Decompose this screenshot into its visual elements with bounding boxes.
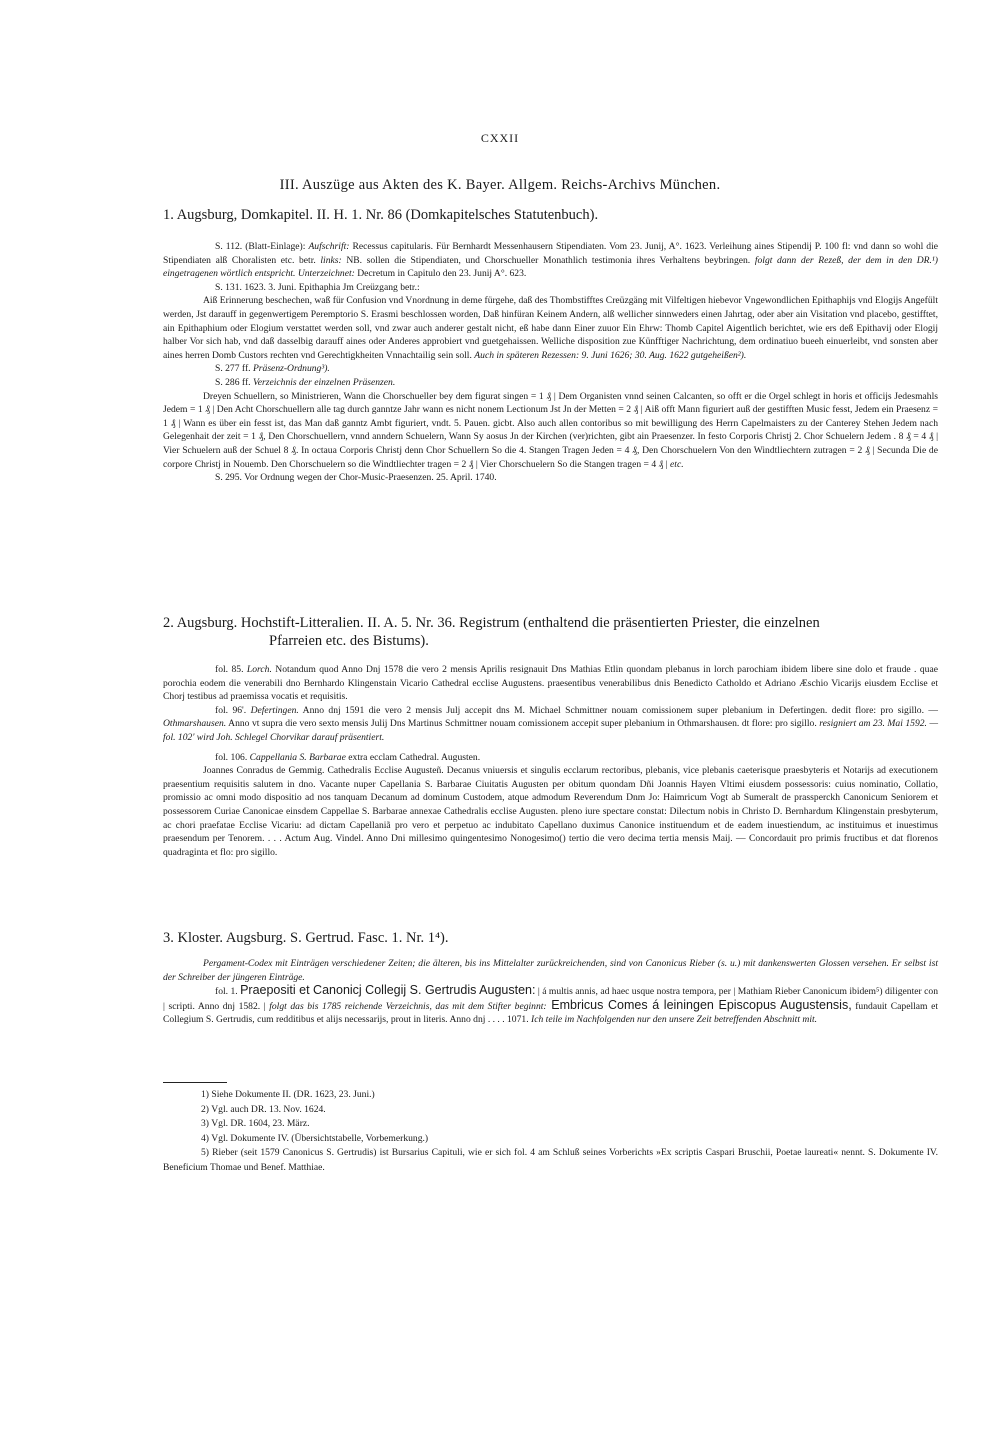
section-2-body xyxy=(163,663,938,859)
paragraph: fol. 106. Cappellania S. Barbarae extra ecclam Cathedral. Augusten. xyxy=(215,751,481,763)
footnotes xyxy=(163,1088,938,1176)
section-3 xyxy=(163,929,938,1027)
paragraph: Dreyen Schuellern, so Ministrieren, Wann die Chorschueller bey dem figurat singen = 1 ₰ | Dem Organisten vnnd seinen Calcanten, so offt er die Orgel schlegt in horis et officijs Jedesmahls Jedem = 1 ₰ | Den Acht Chorschuellern alle tag durch ganntze Jahr wann es nicht nonem Lectionum Jst Jn der Metten = 2 ₰ | Aiß offt Mann figuriert auß der gestifften Music fesst, Jedem ein Praesenz = 1 ₰ | Wann es über ein fesst ist, das Man daß ganntz Ambt figuriert, vndt. 5. Pauen. gicbt. Also auch allen contoribus so mit bewilligung des Herrn Capelmaisters zu der Canterey Stehen Jedem nach Gelegenhait der zeit = 1 ₰, Den Chorschuellern, vnnd anndern Schuelern, Wann Sy aosus Jn der Kirchen (ver)richten, gibt ain Praesenzer. In festo Corporis Christj 2. Chor Schuelern Jedem . 8 ₰ = 4 ₰ | Vier Schuelern auß der Schuel 8 ₰. In octaua Corporis Christj denn Chor Schuellern So die 4. Stangen Tragen Jeden = 4 ₰, Den Chorschuelern Von den Windtliechtern zutragen = 2 ₰ | Secunda Die de corpore Christj in Nouemb. Den Chorschuelern so die Windtliechter tragen = 2 ₰ | Vier Chorschuelern So die Stangen tragen = 4 ₰ | etc. xyxy=(163,390,938,470)
footnote: 5) Rieber (seit 1579 Canonicus S. Gertrudis) ist Bursarius Capituli, wie er sich fol. 4 am Schluß seines Vorberichts »Ex scriptis Caspari Bruschii, Poetae laureati« nennt. S. Dokumente IV. Beneficium Thomae und Benef. Matthiae. xyxy=(163,1147,938,1173)
section-2 xyxy=(163,614,938,859)
section-2-title: 2. Augsburg. Hochstift-Litteralien. II. A. 5. Nr. 36. Registrum (enthaltend die präsentierten Priester, die einzelnen Pfarreien etc. des Bistums). xyxy=(163,615,820,649)
paragraph: Pergament-Codex mit Einträgen verschiedener Zeiten; die älteren, bis ins Mittelalter zurückreichenden, sind von Canonicus Rieber (s. u.) mit dankenswerten Glossen versehen. Er selbst ist der Schreiber der jüngeren Einträge. xyxy=(163,958,938,983)
footnote-rule xyxy=(163,1082,227,1083)
paragraph: S. 277 ff. Präsenz-Ordnung³). xyxy=(215,363,330,375)
section-3-body xyxy=(163,957,938,1027)
section-1-body xyxy=(163,240,938,485)
paragraph: S. 295. Vor Ordnung wegen der Chor-Music-Praesenzen. 25. April. 1740. xyxy=(215,472,497,484)
paragraph: fol. 96'. Defertingen. Anno dnj 1591 die vero 2 mensis Julj accepit dns M. Michael Schmittner nouam comissionem super plebanium in Defertingen. dedit flore: pro sigillo. — Othmarshausen. Anno vt supra die vero sexto mensis Julij Dns Martinus Schmittner nouam comissionem accepit super plebanium in Othmarshausen. dt flore: pro sigillo. resigniert am 23. Mai 1592. — fol. 102' wird Joh. Schlegel Chorvikar darauf präsentiert. xyxy=(163,704,938,743)
footnote: 1) Siehe Dokumente II. (DR. 1623, 23. Juni.) xyxy=(201,1089,375,1100)
paragraph: Aiß Erinnerung beschechen, waß für Confusion vnd Vnordnung in deme fürgehe, daß des Thombstifftes Creüzgäng mit Vilfeltigen hiebevor Vngewondlichen Epithaphijs vnd Elogijs Angefült werden, Jst darauff in gegenwertigem Peremptorio S. Erasmi beschlossen worden, Daß hinfüran Keinem Andern, alß wellicher sinnweders einen Jahrtag, oder aber ain Visitation vnd placebo, gestifftet, ain Epithaphium oder Elogium verstattet werden soll, vnd zwar auch anderer gestalt nicht, eß habe dann Einer zuuor Ein Ehrw: Thomb Capitel Aigentlich berichtet, wie ers deß Epithavij oder Elogij halber Vor sich hab, vnd daß dasselbig darauff aines oder Anderes approbiert vnd guetgehaissen. Welliche disposition zue Künfftiger Nachrichtung, dem ordinatiuo bueeh einuerleibt, vnd sonsten aber aines herren Domb Custors rechten vnd Gerechtigkheiten Vnnachtailig sein soll. Auch in späteren Rezessen: 9. Juni 1626; 30. Aug. 1622 gutgeheißen²). xyxy=(163,295,938,361)
section-1-title: 1. Augsburg, Domkapitel. II. H. 1. Nr. 86 (Domkapitelsches Statutenbuch). xyxy=(163,207,599,223)
section-1 xyxy=(163,206,938,485)
paragraph: S. 131. 1623. 3. Juni. Epithaphia Jm Creüzgang betr.: xyxy=(215,281,420,293)
paragraph: fol. 85. Lorch. Notandum quod Anno Dnj 1578 die vero 2 mensis Aprilis resignauit Dns Mathias Etlin quondam plebanus in lorch parochiam ibidem libere sine dolo et fraude . quae porochia eodem die venerabili dno Bernhardo Klingenstain Vicario Cathedral ecclise Augustens. praesentibus venerabilibus dnis Benedicto Catholdo et Adriano Æschio Vicarijs eiusdem Ecclise et Chorj testibus ad praemissa vocatis et requisitis. xyxy=(163,664,938,703)
paragraph: fol. 1. Praepositi et Canonicj Collegij S. Gertrudis Augusten: | á multis annis, ad haec usque nostra tempora, per | Mathiam Rieber Canonicum ibidem⁵) diligenter con | scripti. Anno dnj 1582. | folgt das bis 1785 reichende Verzeichnis, das mit dem Stifter beginnt: Embricus Comes á leiningen Episcopus Augustensis, fundauit Capellam et Collegium S. Gertrudis, cum redditibus et alijs necessarijs, prout in literis. Anno dnj . . . . 1071. Ich teile im Nachfolgenden nur den unsere Zeit betreffenden Abschnitt mit. xyxy=(163,983,939,1026)
paragraph: Joannes Conradus de Gemmig. Cathedralis Ecclise Augusteñ. Decanus vniuersis et singulis ecclarum rectoribus, plebanis, vice plebanis caeterisque praesbyteris et Notarijs ad executionem praesentium requisitis salutem in dno. Vacante nuper Capellania S. Barbarae Ciuitatis Augusten per obitum quondam Dñi Joannis Hayen Vltimi eiusdem possessoris: cuius nominatio, Collatio, promissio ac omni modo dispositio ad nos tanquam Decanum ad dominum Custodem, atque admodum Reverendum Dnm Jo: Haimricum Vogt ab Sumeralt de prassperckh Canonicum Seniorem et possessorem Curiae Canonicae einsdem Cappellae S. Barbarae annexae Cathedralis ecclise Augusten. pleno iure spectare constat: Dilectum nobis in Christo D. Bernhardum Klingenstain presbyterum, ac chori praefatae Ecclise Vicariu: ad dictam Capellaniã pro vero et perpetuo ac indubitato Capellano duximus Canonice instituendum et de eadem inuestiendum, ac instituimus et inuestimus praesendum per Tenorem. . . . Actum Aug. Vindel. Anno Dni millesimo quingentesimo Nonogesimo() tertio die vero decima tertia mensis Maij. — Concordauit pro primis fructibus et dat florenos quadraginta et flo: pro sigillo. xyxy=(163,765,938,858)
paragraph: S. 112. (Blatt-Einlage): Aufschrift: Recessus capitularis. Für Bernhardt Messenhausern Stipendiaten. Vom 23. Junij, A°. 1623. Verleihung aines Stipendij P. 100 fl: vnd dann so wohl die Stipendiaten alß Choralisten etc. betr. links: NB. sollen die Stipendiaten, und Chorschueller Monathlich testimonia ihres Verhaltens beybringen. folgt dann der Rezeß, der dem in den DR.¹) eingetragenen wörtlich entspricht. Unterzeichnet: Decretum in Capitulo den 23. Junij A°. 623. xyxy=(163,241,938,280)
page-number: CXXII xyxy=(480,131,520,145)
footnote: 2) Vgl. auch DR. 13. Nov. 1624. xyxy=(201,1103,326,1115)
paragraph: S. 286 ff. Verzeichnis der einzelnen Präsenzen. xyxy=(215,376,396,388)
section-3-title: 3. Kloster. Augsburg. S. Gertrud. Fasc. 1. Nr. 1⁴). xyxy=(163,930,449,946)
footnote: 3) Vgl. DR. 1604, 23. März. xyxy=(201,1118,310,1130)
main-title: III. Auszüge aus Akten des K. Bayer. Allgem. Reichs-Archivs München. xyxy=(279,177,721,193)
footnote: 4) Vgl. Dokumente IV. (Übersichtstabelle, Vorbemerkung.) xyxy=(201,1132,429,1144)
